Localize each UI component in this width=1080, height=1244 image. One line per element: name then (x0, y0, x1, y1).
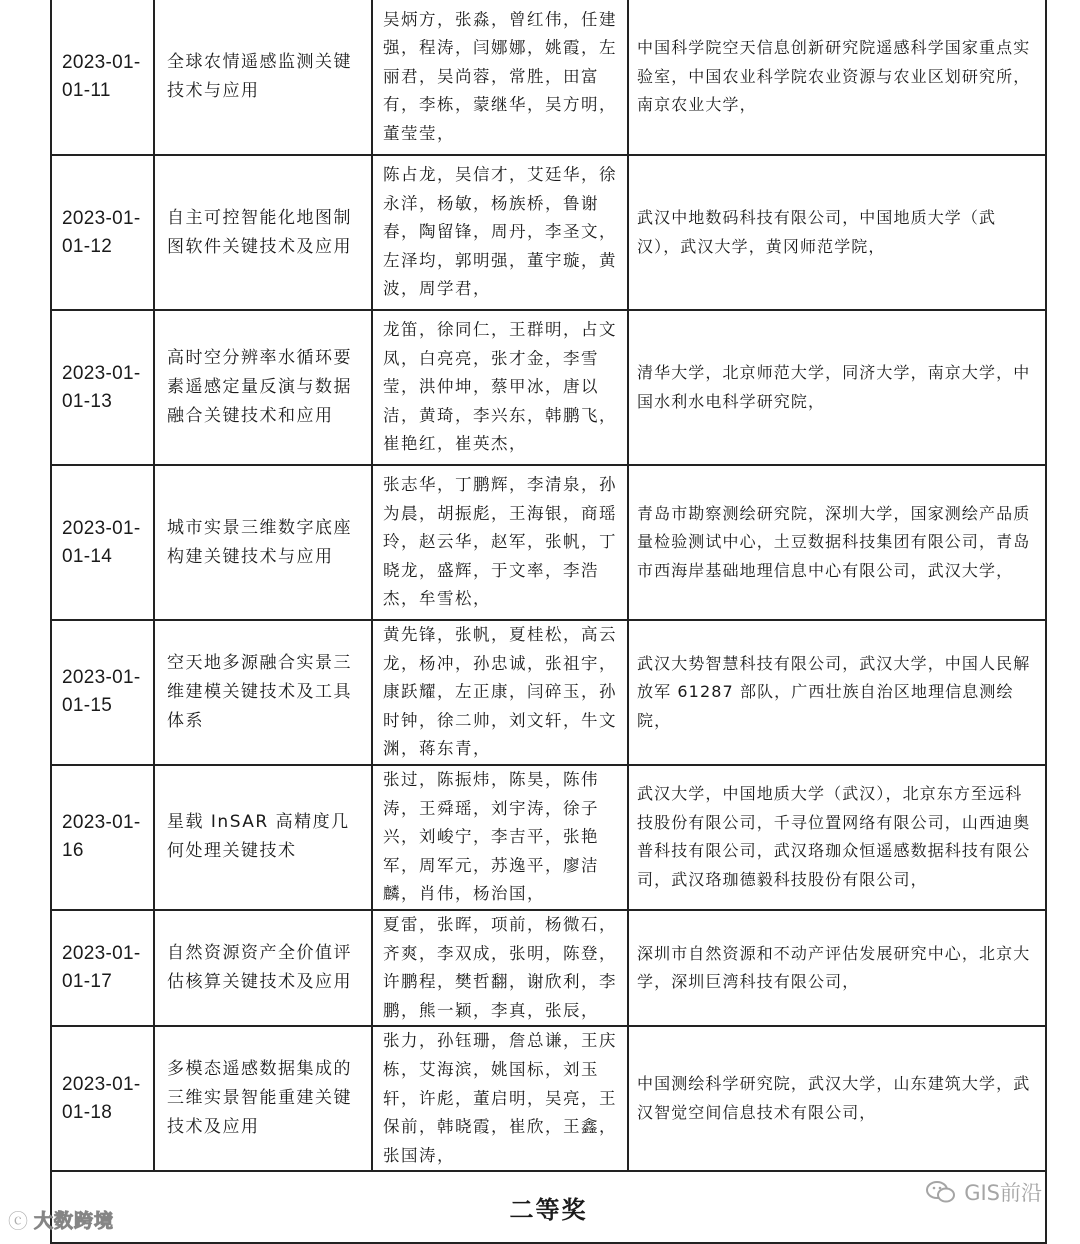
project-id: 2023-01- 01-13 (51, 310, 154, 465)
watermark-right (926, 1176, 1042, 1208)
section-heading-row (51, 1171, 1046, 1243)
table-row (51, 465, 1046, 620)
project-title: 自主可控智能化地图制图软件关键技术及应用 (154, 155, 372, 310)
project-title: 空天地多源融合实景三维建模关键技术及工具体系 (154, 620, 372, 765)
watermark-left-text: 大数跨境 (34, 1209, 115, 1232)
table-row (51, 310, 1046, 465)
project-people: 张过，陈振炜，陈昊，陈伟涛，王舜瑶，刘宇涛，徐子兴，刘峻宁，李吉平，张艳军，周军元，苏逸平，廖洁麟，肖伟，杨治国， (372, 765, 628, 910)
section-heading: 二等奖 (51, 1171, 1046, 1243)
project-people: 龙笛，徐同仁，王群明，占文凤，白亮亮，张才金，李雪莹，洪仲坤，蔡甲冰，唐以洁，黄琦，李兴东，韩鹏飞，崔艳红，崔英杰， (372, 310, 628, 465)
watermark-left (8, 1204, 114, 1234)
project-id: 2023-01- 01-18 (51, 1026, 154, 1171)
project-title: 多模态遥感数据集成的三维实景智能重建关键技术及应用 (154, 1026, 372, 1171)
project-id: 2023-01- 01-14 (51, 465, 154, 620)
project-people: 黄先锋，张帆，夏桂松，高云龙，杨冲，孙忠诚，张祖宇，康跃耀，左正康，闫碎玉，孙时钟，徐二帅，刘文轩，牛文渊，蒋东青， (372, 620, 628, 765)
project-organizations: 清华大学，北京师范大学，同济大学，南京大学，中国水利水电科学研究院， (628, 310, 1046, 465)
project-organizations: 武汉大势智慧科技有限公司，武汉大学，中国人民解放军 61287 部队，广西壮族自治区地理信息测绘院， (628, 620, 1046, 765)
table-row (51, 0, 1046, 155)
project-organizations: 中国科学院空天信息创新研究院遥感科学国家重点实验室，中国农业科学院农业资源与农业区划研究所，南京农业大学， (628, 0, 1046, 155)
project-id: 2023-01- 01-15 (51, 620, 154, 765)
wechat-icon (926, 1180, 956, 1204)
project-people: 张力，孙钰珊，詹总谦，王庆栋，艾海滨，姚国标，刘玉轩，许彪，董启明，吴亮，王保前，韩晓霞，崔欣，王鑫，张国涛， (372, 1026, 628, 1171)
project-title: 城市实景三维数字底座构建关键技术与应用 (154, 465, 372, 620)
project-id: 2023-01- 01-11 (51, 0, 154, 155)
table-row (51, 765, 1046, 910)
project-id: 2023-01- 01-12 (51, 155, 154, 310)
table-row (51, 620, 1046, 765)
table-row (51, 910, 1046, 1026)
project-organizations: 中国测绘科学研究院，武汉大学，山东建筑大学，武汉智觉空间信息技术有限公司， (628, 1026, 1046, 1171)
awards-table (50, 0, 1047, 1244)
project-title: 全球农情遥感监测关键技术与应用 (154, 0, 372, 155)
project-people: 张志华，丁鹏辉，李清泉，孙为晨，胡振彪，王海银，商瑶玲，赵云华，赵军，张帆，丁晓龙，盛辉，于文率，李浩杰，牟雪松， (372, 465, 628, 620)
watermark-right-text: GIS前沿 (964, 1181, 1042, 1205)
table-row (51, 1026, 1046, 1171)
project-organizations: 青岛市勘察测绘研究院，深圳大学，国家测绘产品质量检验测试中心，土豆数据科技集团有限公司，青岛市西海岸基础地理信息中心有限公司，武汉大学， (628, 465, 1046, 620)
project-title: 高时空分辨率水循环要素遥感定量反演与数据融合关键技术和应用 (154, 310, 372, 465)
project-id: 2023-01- 16 (51, 765, 154, 910)
project-organizations: 深圳市自然资源和不动产评估发展研究中心，北京大学，深圳巨湾科技有限公司， (628, 910, 1046, 1026)
project-id: 2023-01- 01-17 (51, 910, 154, 1026)
watermark-logo-icon: ⓒ (8, 1208, 28, 1233)
project-people: 吴炳方，张淼，曾红伟，任建强，程涛，闫娜娜，姚霞，左丽君，吴尚蓉，常胜，田富有，李栋，蒙继华，吴方明，董莹莹， (372, 0, 628, 155)
project-title: 星载 InSAR 高精度几何处理关键技术 (154, 765, 372, 910)
project-title: 自然资源资产全价值评估核算关键技术及应用 (154, 910, 372, 1026)
project-people: 陈占龙，吴信才，艾廷华，徐永洋，杨敏，杨族桥，鲁谢春，陶留锋，周丹，李圣文，左泽均，郭明强，董宇璇，黄波，周学君， (372, 155, 628, 310)
project-people: 夏雷，张晖，项前，杨微石，齐爽，李双成，张明，陈登，许鹏程，樊哲翻，谢欣利，李鹏，熊一颖，李真，张辰， (372, 910, 628, 1026)
project-organizations: 武汉中地数码科技有限公司，中国地质大学（武汉），武汉大学，黄冈师范学院， (628, 155, 1046, 310)
table-row (51, 155, 1046, 310)
project-organizations: 武汉大学，中国地质大学（武汉），北京东方至远科技股份有限公司，千寻位置网络有限公司，山西迪奥普科技有限公司，武汉珞珈众恒遥感数据科技有限公司，武汉珞珈德毅科技股份有限公司， (628, 765, 1046, 910)
